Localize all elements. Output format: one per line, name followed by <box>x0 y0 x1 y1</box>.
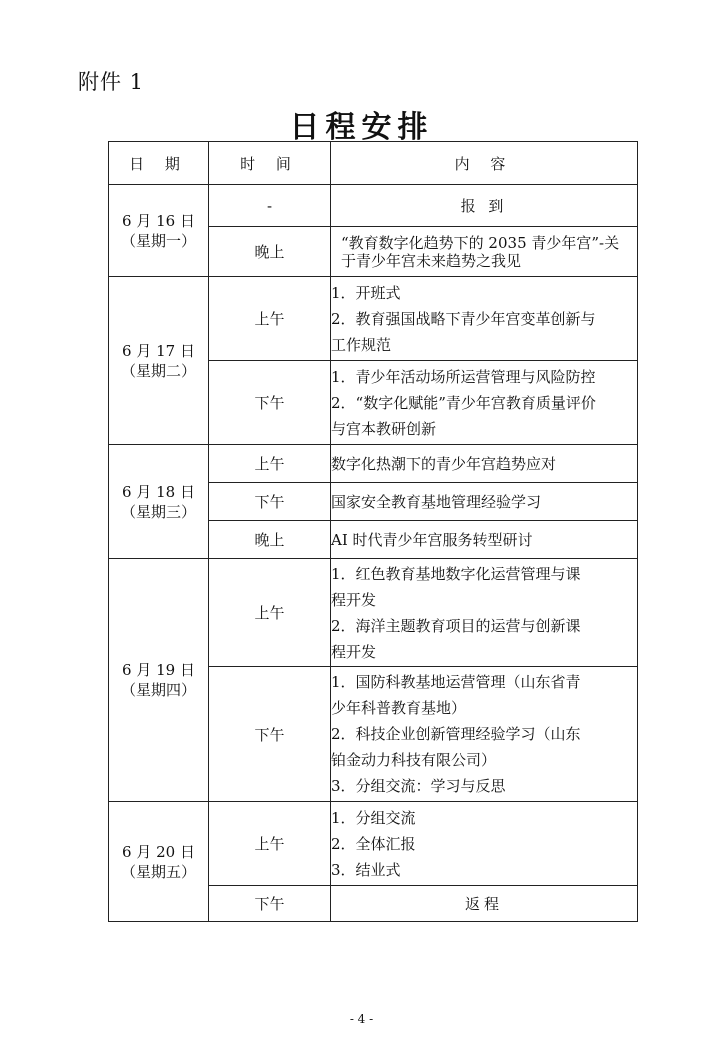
content-line: 2．“数字化赋能”青少年宫教育质量评价 <box>331 393 596 412</box>
date-cell <box>109 559 209 802</box>
time-cell: 上午 <box>209 559 331 667</box>
content-line: 与宫本教研创新 <box>331 419 437 438</box>
content-line: 返程 <box>464 894 503 913</box>
table-row <box>109 559 638 667</box>
content-cell <box>331 445 638 483</box>
content-cell <box>331 483 638 521</box>
page-title: 日程安排 <box>289 110 434 145</box>
time-cell: 上午 <box>209 277 331 361</box>
content-line: AI 时代青少年宫服务转型研讨 <box>331 530 533 549</box>
date-text: 6 月 16 日 <box>122 211 195 230</box>
weekday-text: （星期四） <box>120 681 196 699</box>
date-text: 6 月 18 日 <box>122 482 195 501</box>
weekday-text: （星期一） <box>120 231 196 250</box>
content-cell <box>331 886 638 922</box>
content-line: 1．国防科教基地运营管理（山东省青 <box>331 673 581 691</box>
weekday-text: （星期二） <box>120 361 196 380</box>
time-cell: 下午 <box>209 886 331 922</box>
content-line: 3．分组交流：学习与反思 <box>331 777 506 795</box>
content-cell <box>331 227 638 277</box>
time-cell: 上午 <box>209 802 331 886</box>
content-line: 1．红色教育基地数字化运营管理与课 <box>331 564 581 583</box>
time-cell: - <box>209 185 331 227</box>
time-cell: 上午 <box>209 445 331 483</box>
content-line: 3．结业式 <box>331 860 401 879</box>
attachment-label: 附件 1 <box>78 70 145 94</box>
date-text: 6 月 19 日 <box>122 661 195 679</box>
content-cell <box>331 559 638 667</box>
time-cell: 下午 <box>209 361 331 445</box>
content-cell <box>331 185 638 227</box>
date-text: 6 月 20 日 <box>122 842 195 861</box>
content-cell <box>331 802 638 886</box>
page-number: - 4 - <box>349 1012 374 1026</box>
content-line: 1．青少年活动场所运营管理与风险防控 <box>331 367 596 386</box>
header-time: 时 间 <box>209 142 331 185</box>
content-line: 2．全体汇报 <box>331 834 416 853</box>
content-line: 于青少年宫未来趋势之我见 <box>341 251 522 270</box>
table-row <box>109 445 638 483</box>
content-line: 程开发 <box>331 590 377 609</box>
header-content: 内 容 <box>331 142 638 185</box>
weekday-text: （星期五） <box>120 862 196 881</box>
content-line: 国家安全教育基地管理经验学习 <box>331 492 542 511</box>
table-row <box>109 277 638 361</box>
weekday-text: （星期三） <box>120 502 196 521</box>
date-text: 6 月 17 日 <box>122 341 195 360</box>
date-cell <box>109 185 209 277</box>
time-cell: 下午 <box>209 667 331 802</box>
table-header-row <box>109 142 638 185</box>
time-cell: 下午 <box>209 483 331 521</box>
content-line: 2．科技企业创新管理经验学习（山东 <box>331 725 581 743</box>
table-row <box>109 185 638 227</box>
content-line: 工作规范 <box>331 335 392 354</box>
date-cell <box>109 802 209 922</box>
content-cell <box>331 361 638 445</box>
content-cell <box>331 277 638 361</box>
content-line: 铂金动力科技有限公司） <box>331 751 497 769</box>
content-cell <box>331 521 638 559</box>
content-line: 1．分组交流 <box>331 808 416 827</box>
content-cell <box>331 667 638 802</box>
time-cell: 晚上 <box>209 227 331 277</box>
content-line: 1．开班式 <box>331 283 401 302</box>
time-cell: 晚上 <box>209 521 331 559</box>
schedule-table <box>108 141 638 922</box>
table-row <box>109 802 638 886</box>
content-line: 2．海洋主题教育项目的运营与创新课 <box>331 616 581 635</box>
content-line: 2．教育强国战略下青少年宫变革创新与 <box>331 309 596 328</box>
date-cell <box>109 445 209 559</box>
content-line: 少年科普教育基地） <box>331 699 467 717</box>
content-line: 报 到 <box>460 196 508 215</box>
date-cell <box>109 277 209 445</box>
content-line: “教育数字化趋势下的 2035 青少年宫”-关 <box>341 233 620 252</box>
content-line: 程开发 <box>331 642 377 661</box>
header-date: 日 期 <box>109 142 209 185</box>
content-line: 数字化热潮下的青少年宫趋势应对 <box>331 454 557 473</box>
